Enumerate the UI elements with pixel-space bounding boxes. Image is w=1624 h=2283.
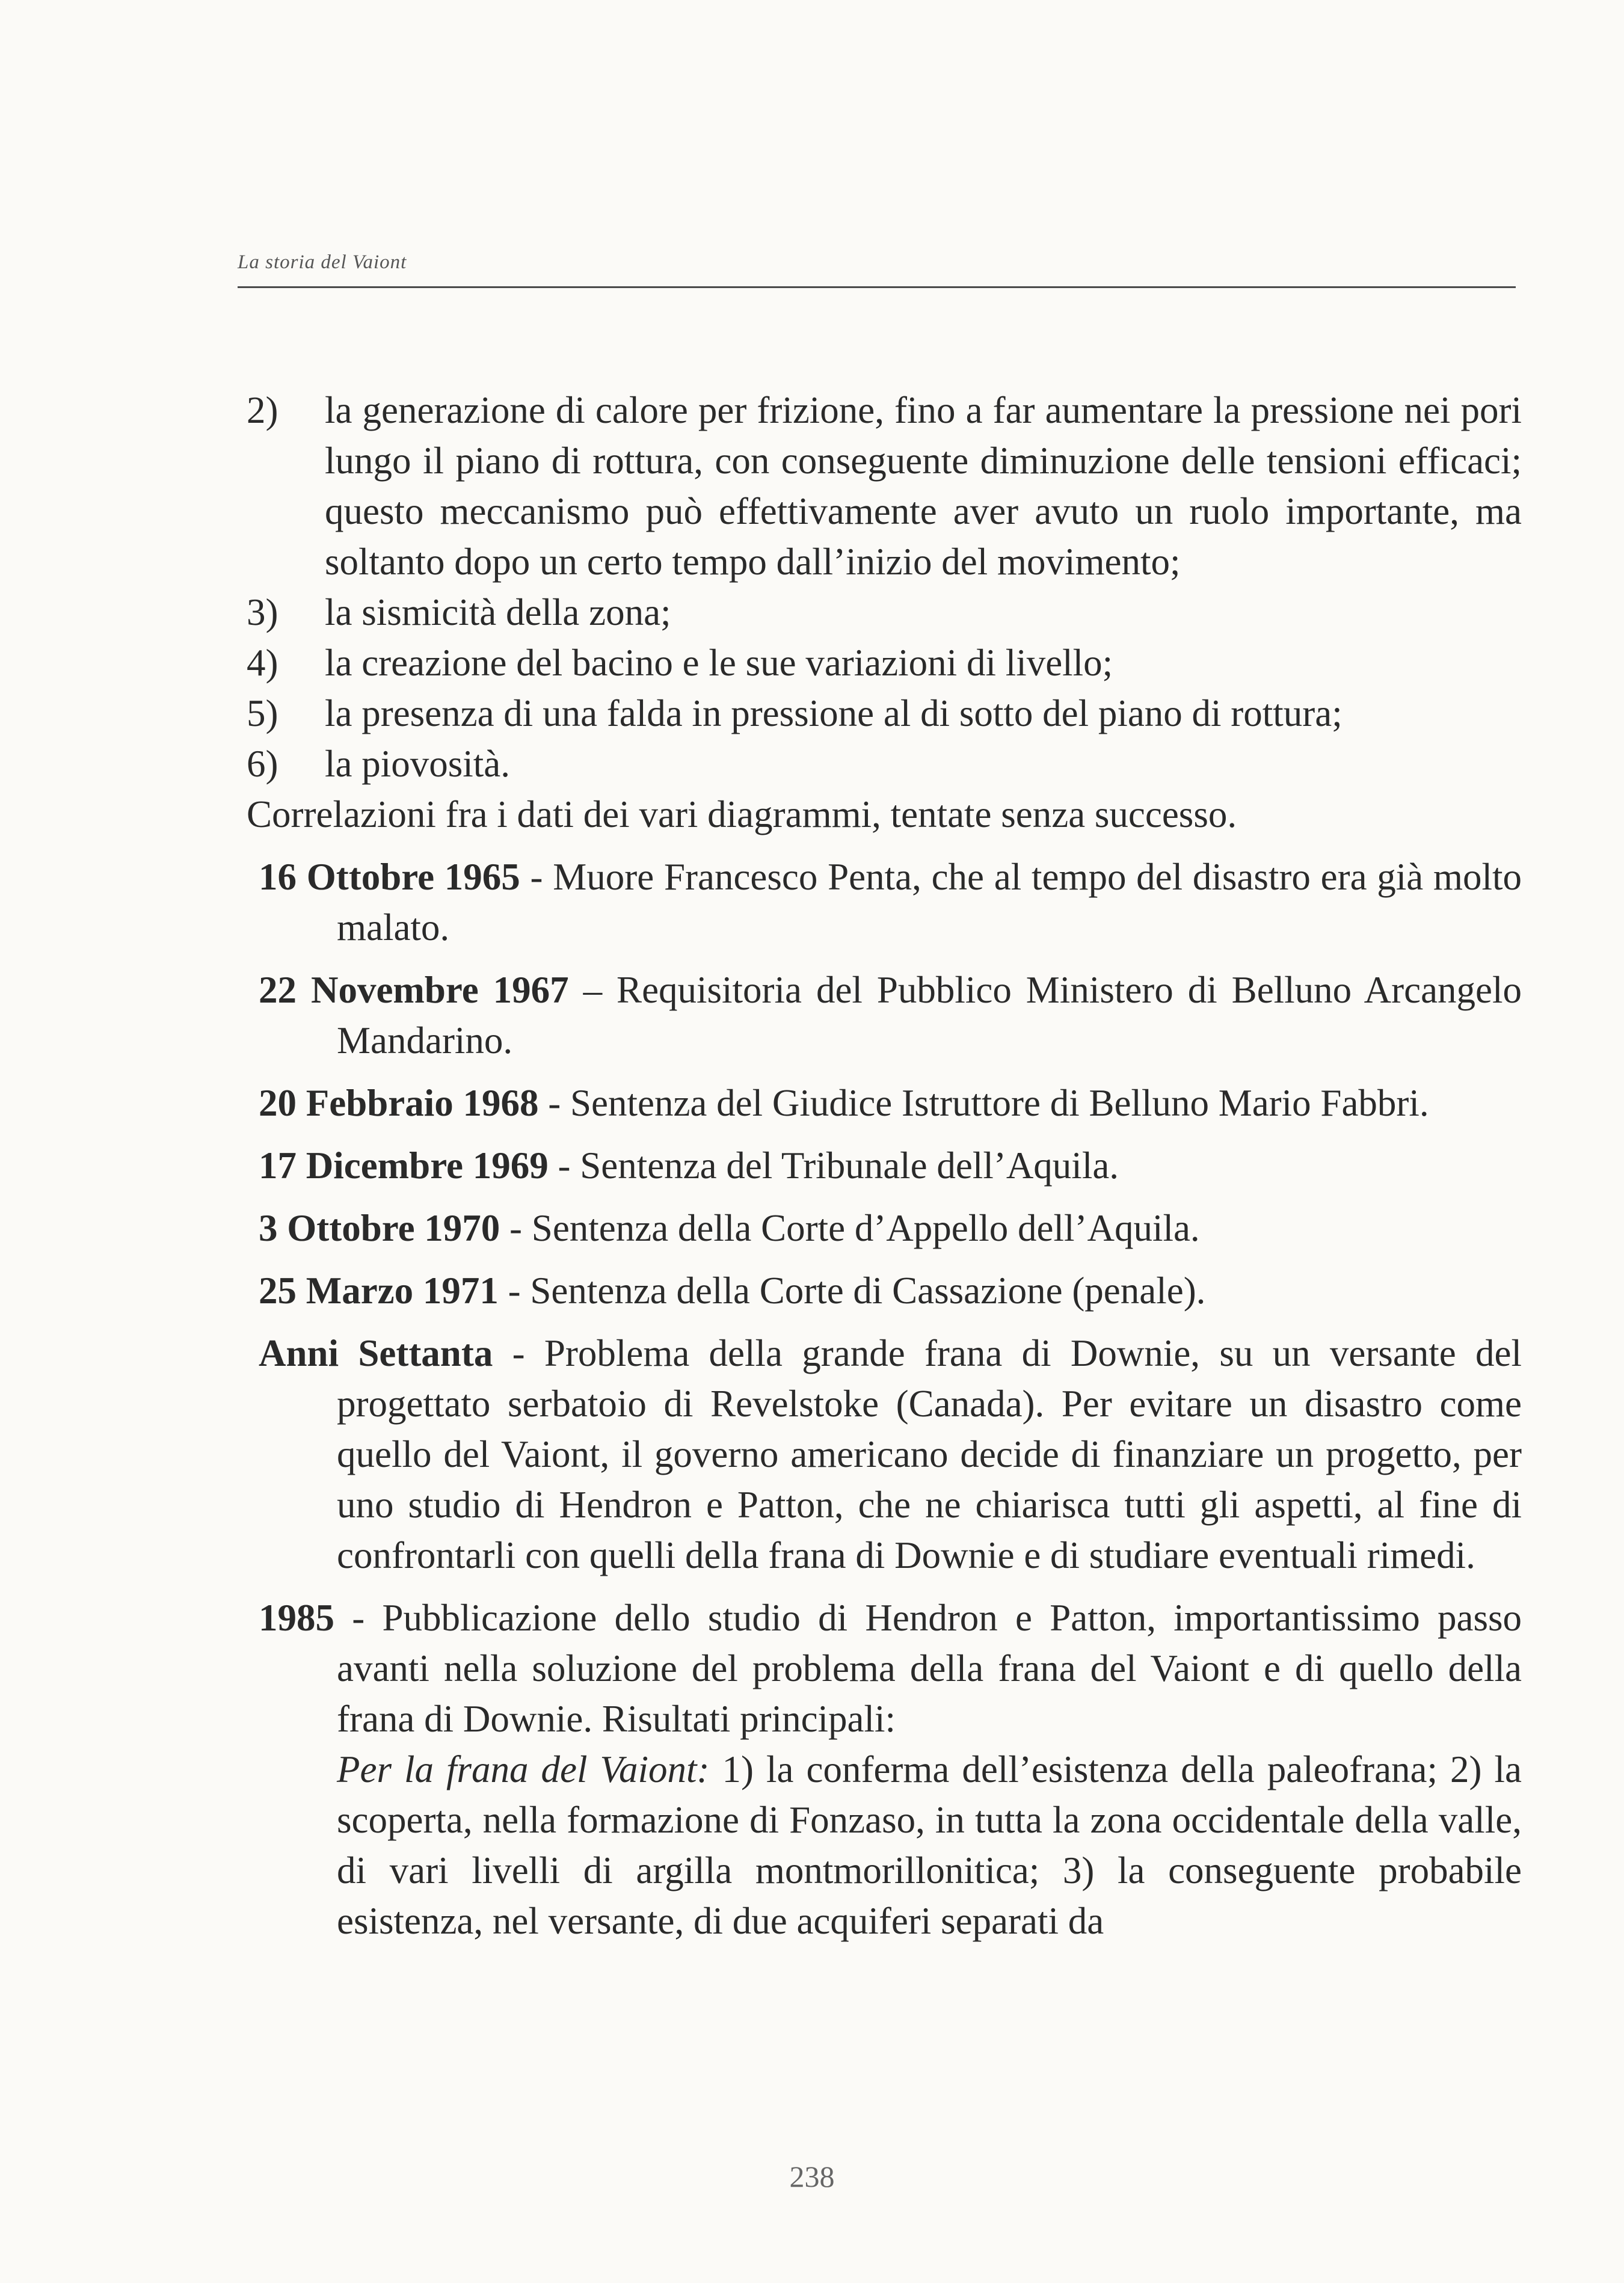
entry-date: 1985 xyxy=(259,1597,334,1639)
entry-date: 22 Novembre 1967 xyxy=(259,969,569,1011)
page-number: 238 xyxy=(789,2160,835,2193)
running-header: La storia del Vaiont xyxy=(238,251,407,273)
list-text: la piovosità. xyxy=(325,743,510,785)
list-number: 6) xyxy=(247,743,278,785)
list-item xyxy=(247,385,1522,587)
entry-date: 20 Febbraio 1968 xyxy=(259,1082,539,1124)
chronology-entry xyxy=(247,1140,1522,1191)
chronology-entry xyxy=(247,1593,1522,1744)
list-item xyxy=(247,739,1522,789)
list-text: la generazione di calore per frizione, fino a far aumentare la pressione nei pori lungo il piano di rottura, con conseguente diminuzione delle tensioni efficaci; questo meccanismo può effettivamente aver avuto un ruolo importante, ma soltanto dopo un certo tempo dall’inizio del movimento; xyxy=(325,389,1522,583)
entry-text: Sentenza del Giudice Istruttore di Belluno Mario Fabbri. xyxy=(570,1082,1429,1124)
entry-separator: - xyxy=(493,1332,544,1374)
list-item xyxy=(247,688,1522,739)
entry-separator: – xyxy=(568,969,617,1011)
list-number: 2) xyxy=(247,389,278,431)
chronology-entry xyxy=(247,1265,1522,1316)
entry-text: Requisitoria del Pubblico Ministero di Belluno Arcangelo Mandarino. xyxy=(337,969,1522,1062)
results-label: Per la frana del Vaiont: xyxy=(337,1748,710,1790)
chronology-entry xyxy=(247,1328,1522,1581)
list-number: 3) xyxy=(247,591,278,633)
correlations-note: Correlazioni fra i dati dei vari diagrammi, tentate senza successo. xyxy=(247,793,1237,835)
chronology-entry xyxy=(247,1078,1522,1128)
results-paragraph xyxy=(247,1744,1522,1946)
chronology-entry xyxy=(247,965,1522,1066)
entry-separator: - xyxy=(538,1082,570,1124)
list-number: 5) xyxy=(247,692,278,734)
entry-date: 17 Dicembre 1969 xyxy=(259,1145,549,1187)
entry-separator: - xyxy=(548,1145,580,1187)
header-rule xyxy=(238,286,1516,288)
entry-separator: - xyxy=(520,856,553,898)
entry-separator: - xyxy=(334,1597,383,1639)
results-text: 1) la conferma dell’esistenza della paleofrana; 2) la scoperta, nella formazione di Fonzaso, in tutta la zona occidentale della valle, di vari livelli di argilla montmorillonitica; 3) la conseguente probabile esistenza, nel versante, di due acquiferi separati da xyxy=(337,1748,1522,1942)
list-number: 4) xyxy=(247,642,278,684)
entry-text: Sentenza della Corte di Cassazione (penale). xyxy=(530,1270,1206,1312)
chronology-entry xyxy=(247,852,1522,953)
entry-text: Muore Francesco Penta, che al tempo del disastro era già molto malato. xyxy=(337,856,1522,948)
list-text: la presenza di una falda in pressione al di sotto del piano di rottura; xyxy=(325,692,1343,734)
chronology-entry xyxy=(247,1203,1522,1253)
list-item xyxy=(247,587,1522,638)
entry-separator: - xyxy=(498,1270,531,1312)
entry-date: 25 Marzo 1971 xyxy=(259,1270,499,1312)
entry-text: Sentenza del Tribunale dell’Aquila. xyxy=(580,1145,1119,1187)
entry-date: Anni Settanta xyxy=(259,1332,493,1374)
body-text xyxy=(247,385,1522,1946)
entry-text: Pubblicazione dello studio di Hendron e Patton, importantissimo passo avanti nella soluzione del problema della frana del Vaiont e di quello della frana di Downie. Risultati principali: xyxy=(337,1597,1522,1740)
entry-text: Sentenza della Corte d’Appello dell’Aquila. xyxy=(531,1207,1200,1249)
list-text: la creazione del bacino e le sue variazioni di livello; xyxy=(325,642,1113,684)
list-text: la sismicità della zona; xyxy=(325,591,671,633)
list-item xyxy=(247,638,1522,688)
entry-date: 3 Ottobre 1970 xyxy=(259,1207,500,1249)
entry-text: Problema della grande frana di Downie, su un versante del progettato serbatoio di Revelstoke (Canada). Per evitare un disastro come quello del Vaiont, il governo americano decide di finanziare un progetto, per uno studio di Hendron e Patton, che ne chiarisca tutti gli aspetti, al fine di confrontarli con quelli della frana di Downie e di studiare eventuali rimedi. xyxy=(337,1332,1522,1576)
entry-date: 16 Ottobre 1965 xyxy=(259,856,520,898)
entry-separator: - xyxy=(500,1207,532,1249)
